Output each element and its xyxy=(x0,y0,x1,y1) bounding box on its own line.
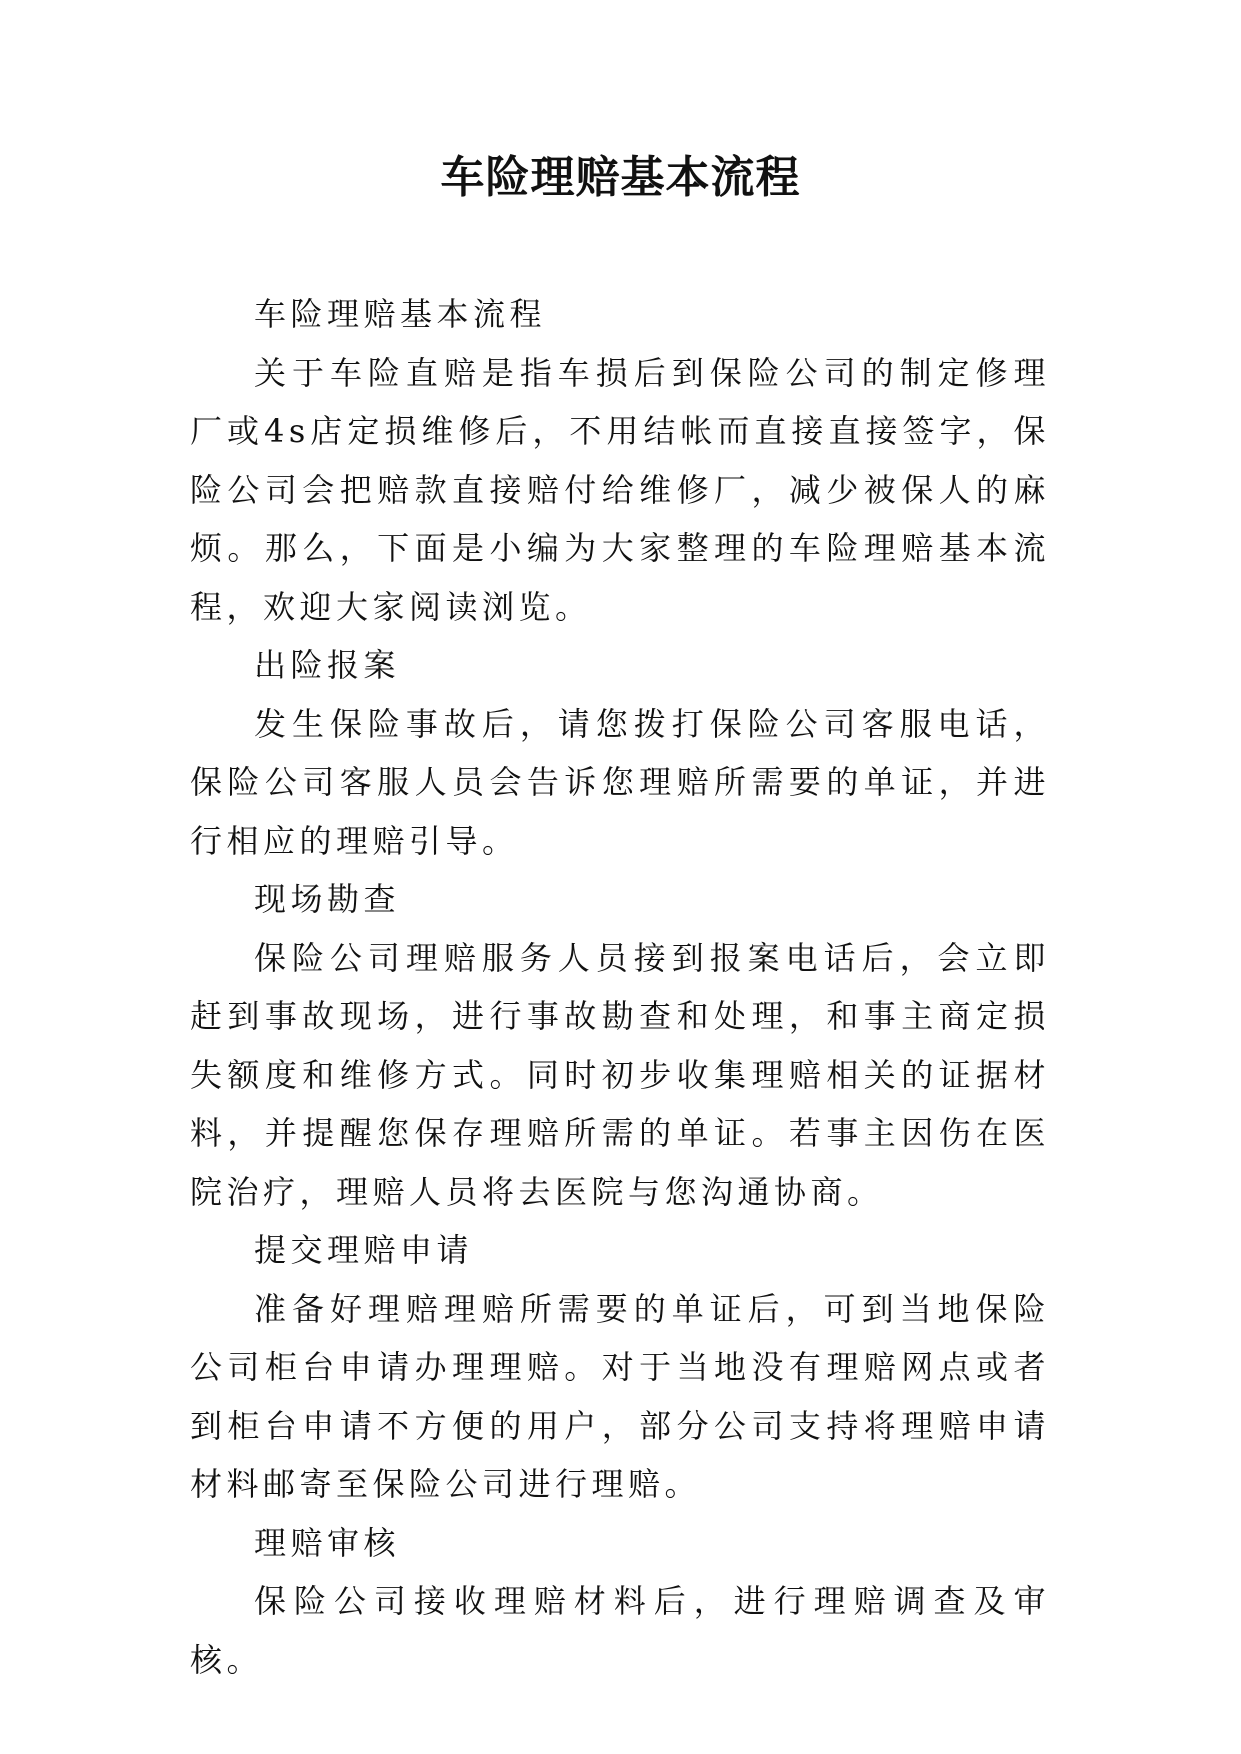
paragraph-intro: 关于车险直赔是指车损后到保险公司的制定修理厂或4s店定损维修后，不用结帐而直接直接签字，保险公司会把赔款直接赔付给维修厂，减少被保人的麻烦。那么，下面是小编为大家整理的车险理赔基本流程，欢迎大家阅读浏览。 xyxy=(190,353,1050,626)
document-title: 车险理赔基本流程 xyxy=(440,152,801,203)
section-heading-survey: 现场勘查 xyxy=(254,880,401,918)
paragraph-report: 发生保险事故后，请您拨打保险公司客服电话，保险公司客服人员会告诉您理赔所需要的单证，并进行相应的理赔引导。 xyxy=(190,704,1050,860)
section-heading-intro: 车险理赔基本流程 xyxy=(254,295,547,333)
paragraph-review: 保险公司接收理赔材料后，进行理赔调查及审核。 xyxy=(190,1582,1050,1679)
paragraph-submit: 准备好理赔理赔所需要的单证后，可到当地保险公司柜台申请办理理赔。对于当地没有理赔网点或者到柜台申请不方便的用户，部分公司支持将理赔申请材料邮寄至保险公司进行理赔。 xyxy=(190,1289,1050,1503)
section-heading-report: 出险报案 xyxy=(254,646,401,684)
section-heading-review: 理赔审核 xyxy=(254,1523,401,1562)
paragraph-survey: 保险公司理赔服务人员接到报案电话后，会立即赶到事故现场，进行事故勘查和处理，和事主商定损失额度和维修方式。同时初步收集理赔相关的证据材料，并提醒您保存理赔所需的单证。若事主因伤在医院治疗，理赔人员将去医院与您沟通协商。 xyxy=(190,938,1050,1211)
document-body xyxy=(190,285,1050,1689)
section-heading-submit: 提交理赔申请 xyxy=(254,1231,474,1269)
